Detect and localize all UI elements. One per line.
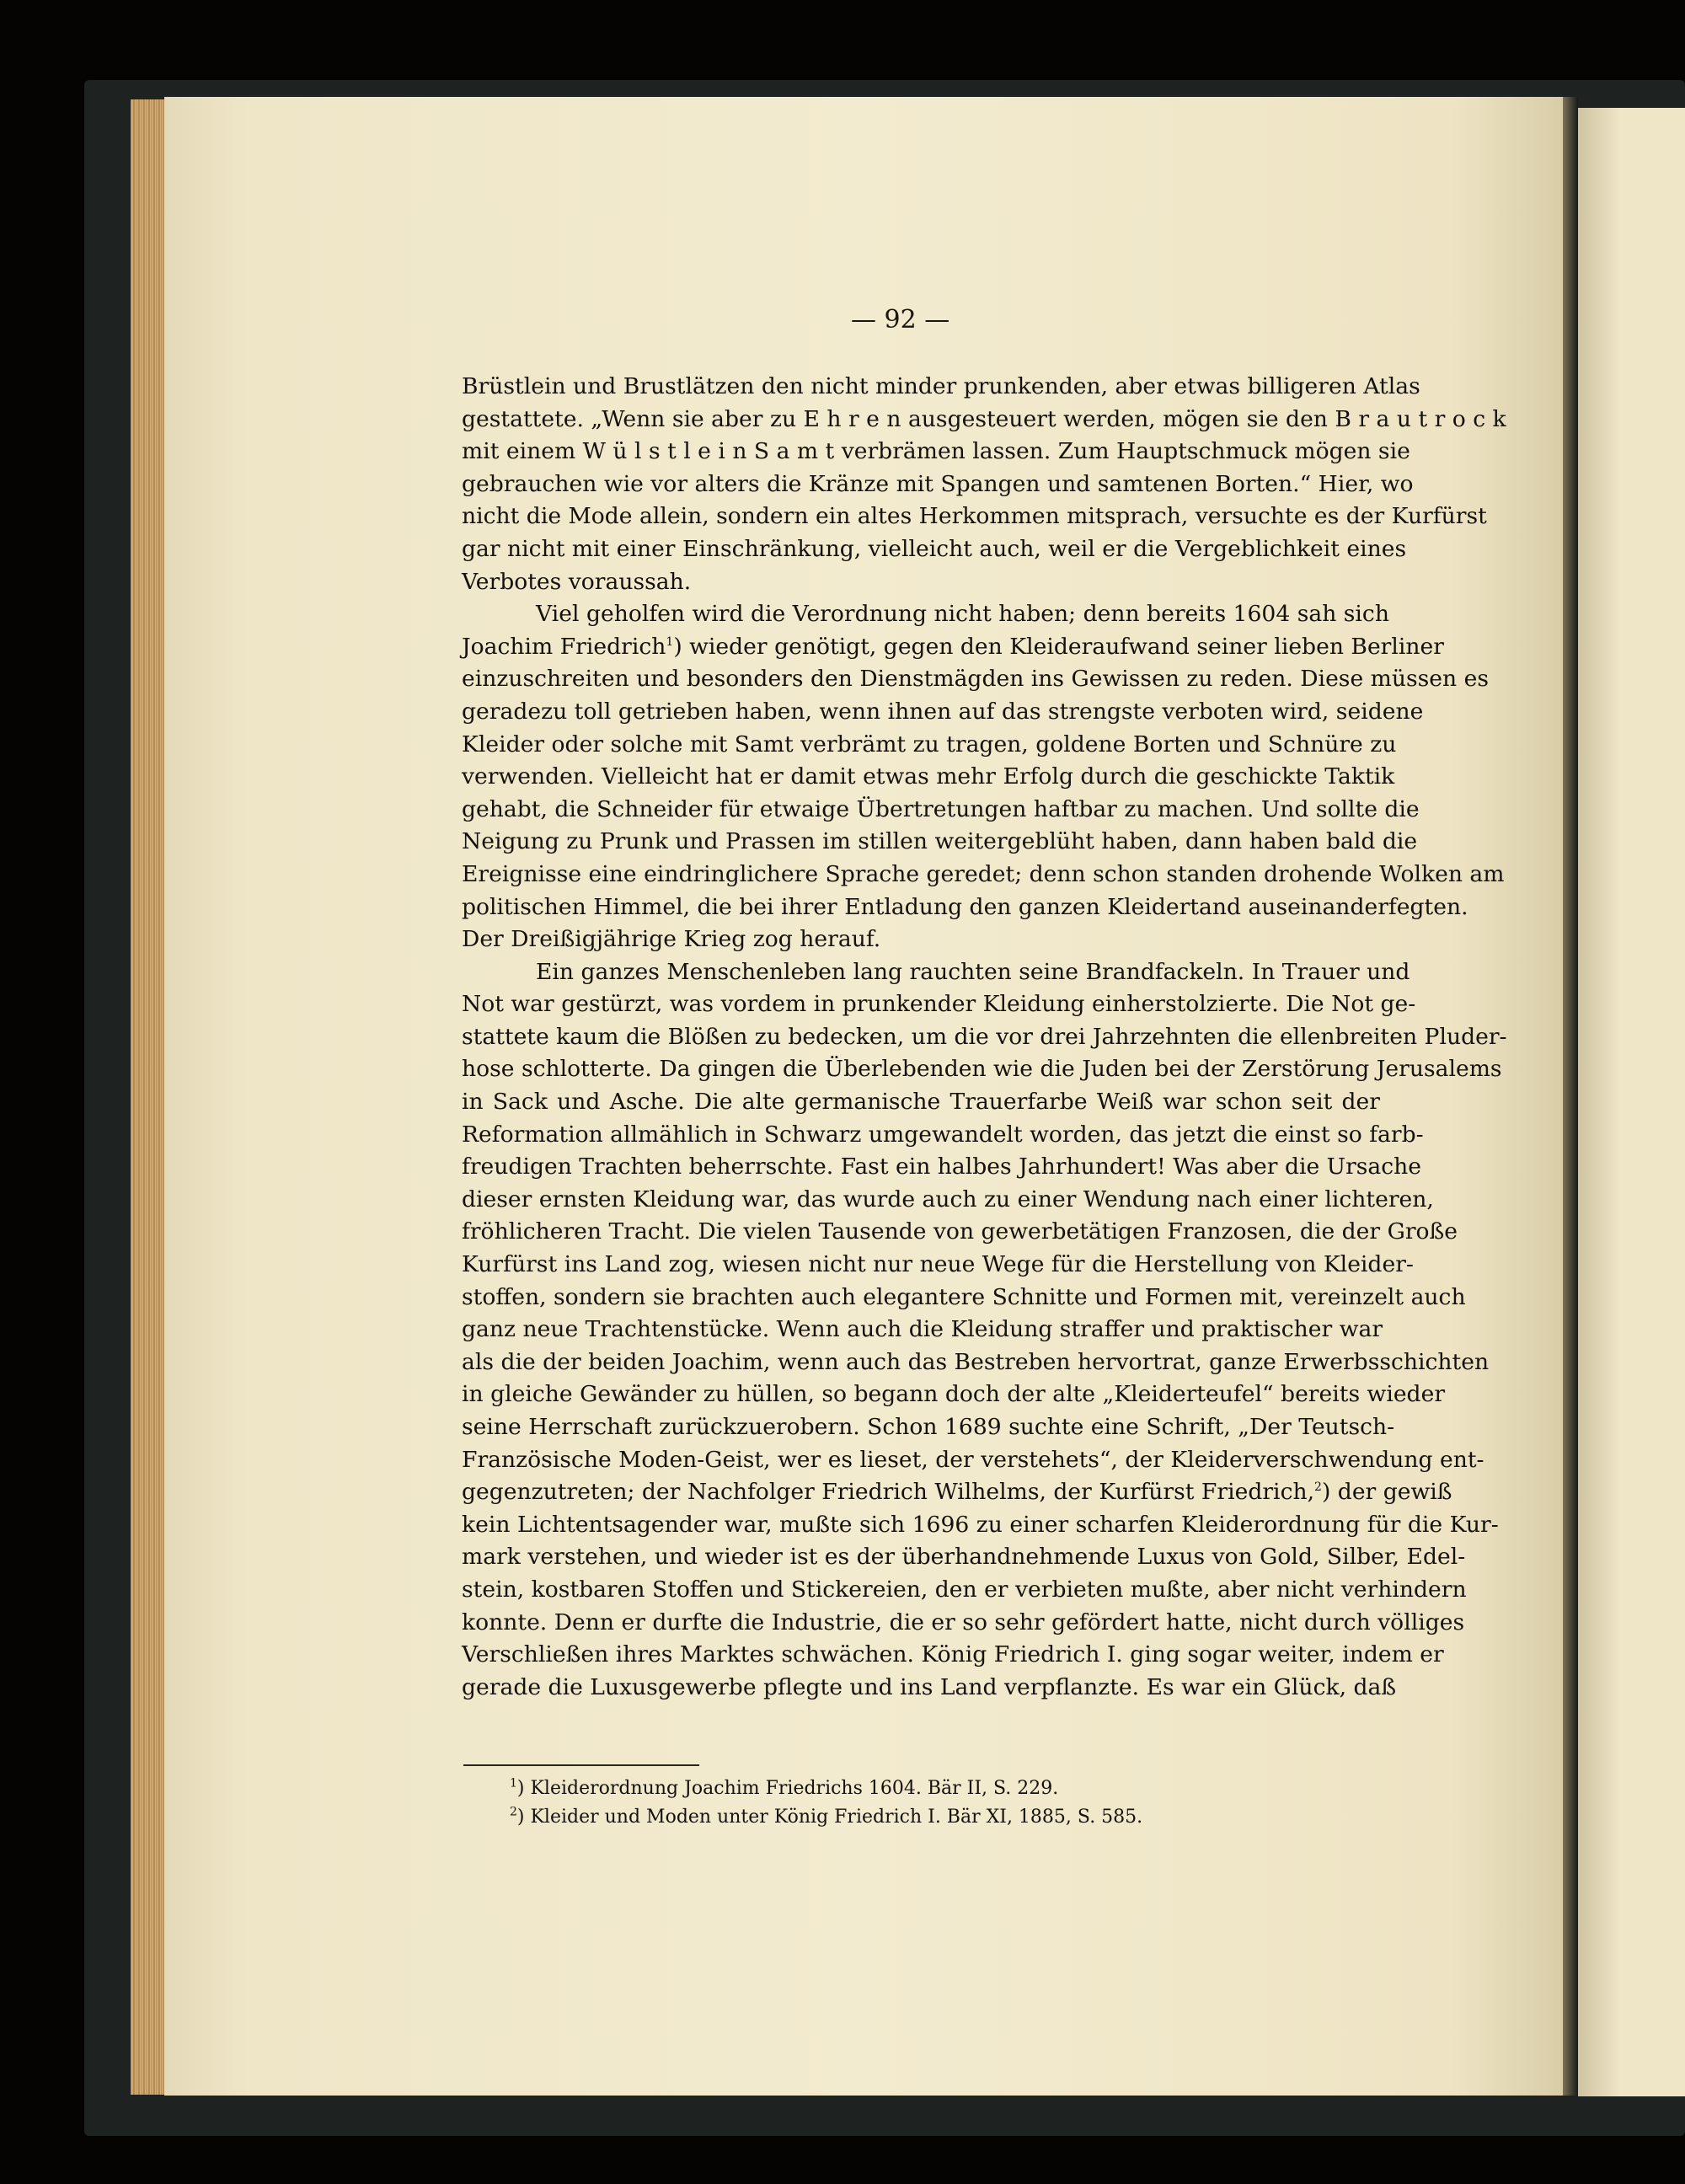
text-line: Verbotes voraussah. [462,568,692,595]
text-line: gestattete. „Wenn sie aber zu E h r e n ausgesteuert werden, mögen sie den B r a u t r o c k [462,405,1506,432]
facing-page-edge [1578,108,1685,2096]
text-line: gebrauchen wie vor alters die Kränze mit Spangen und samtenen Borten.“ Hier, wo [462,470,1414,497]
text-line: Kurfürst ins Land zog, wiesen nicht nur neue Wege für die Herstellung von Kleider- [462,1251,1414,1278]
text-line: als die der beiden Joachim, wenn auch das Bestreben hervortrat, ganze Erwerbsschichten [462,1348,1490,1375]
text-line: stein, kostbaren Stoffen und Stickereien, den er verbieten mußte, aber nicht verhindern [462,1576,1467,1603]
footnote-text: ) Kleider und Moden unter König Friedrich I. Bär XI, 1885, S. 585. [516,1807,1143,1828]
text-line-with-footnote [462,631,1444,664]
text-line: freudigen Trachten beherrschte. Fast ein halbes Jahrhundert! Was aber die Ursache [462,1154,1422,1180]
text-line: in gleiche Gewänder zu hüllen, so begann doch der alte „Kleiderteufel“ bereits wieder [462,1381,1446,1408]
footnotes [510,1774,1142,1832]
text-line: Kleider oder solche mit Samt verbrämt zu tragen, goldene Borten und Schnüre zu [462,731,1397,757]
text-line: Ein ganzes Menschenleben lang rauchten seine Brandfackeln. In Trauer und [536,958,1410,985]
text-line: seine Herrschaft zurückzuerobern. Schon 1689 suchte eine Schrift, „Der Teutsch- [462,1414,1395,1440]
text-line: politischen Himmel, die bei ihrer Entladung den ganzen Kleidertand auseinanderfegten. [462,893,1468,920]
text-line: konnte. Denn er durfte die Industrie, die er so sehr gefördert hatte, nicht durch völliges [462,1609,1465,1635]
footnote-mark: 1 [666,634,674,649]
footnote-divider [463,1764,699,1766]
text-line: hose schlotterte. Da gingen die Überlebenden wie die Juden bei der Zerstörung Jerusalems [462,1056,1502,1083]
text-line: Reformation allmählich in Schwarz umgewandelt worden, das jetzt die einst so farb- [462,1121,1424,1148]
page-edges [131,99,168,2095]
text-line: gerade die Luxusgewerbe pflegte und ins Land verpflanzte. Es war ein Glück, daß [462,1673,1397,1700]
text-line: Neigung zu Prunk und Prassen im stillen weitergeblüht haben, dann haben bald die [462,828,1418,855]
text-line: gehabt, die Schneider für etwaige Übertretungen haftbar zu machen. Und sollte die [462,795,1420,822]
text-line: Französische Moden-Geist, wer es lieset, der verstehets“, der Kleiderverschwendung ent- [462,1446,1484,1473]
text-line: gar nicht mit einer Einschränkung, vielleicht auch, weil er die Vergeblichkeit eines [462,535,1407,562]
text-line: mark verstehen, und wieder ist es der überhandnehmende Luxus von Gold, Silber, Edel- [462,1544,1466,1571]
text-line: Not war gestürzt, was vordem in prunkender Kleidung einherstolzierte. Die Not ge- [462,991,1416,1018]
page-number: — 92 — [851,305,950,335]
text-line: ganz neue Trachtenstücke. Wenn auch die Kleidung straffer und praktischer war [462,1316,1383,1343]
footnote-text: ) Kleiderordnung Joachim Friedrichs 1604. Bär II, S. 229. [516,1778,1059,1799]
text-fragment: ) wieder genötigt, gegen den Kleideraufwand seiner lieben Berliner [673,633,1444,660]
text-line: stattete kaum die Blößen zu bedecken, um die vor drei Jahrzehnten die ellenbreiten Pluder- [462,1023,1507,1050]
footnote-mark: 2 [1314,1480,1322,1495]
text-line: Der Dreißigjährige Krieg zog herauf. [462,926,881,953]
text-line: Brüstlein und Brustlätzen den nicht minder prunkenden, aber etwas billigeren Atlas [462,373,1420,399]
text-line: dieser ernsten Kleidung war, das wurde auch zu einer Wendung nach einer lichteren, [462,1186,1434,1212]
text-line: einzuschreiten und besonders den Dienstmägden ins Gewissen zu reden. Diese müssen es [462,666,1489,693]
text-fragment: Joachim Friedrich [462,633,666,660]
text-line: kein Lichtentsagender war, mußte sich 1696 zu einer scharfen Kleiderordnung für die Kur- [462,1511,1499,1538]
text-line: Viel geholfen wird die Verordnung nicht haben; denn bereits 1604 sah sich [536,601,1389,628]
footnote-mark: 1 [510,1776,517,1791]
text-line: nicht die Mode allein, sondern ein altes Herkommen mitsprach, versuchte es der Kurfürst [462,503,1487,530]
text-line: mit einem W ü l s t l e i n S a m t verbrämen lassen. Zum Hauptschmuck mögen sie [462,438,1410,465]
footnote-mark: 2 [510,1805,517,1819]
text-fragment: gegenzutreten; der Nachfolger Friedrich Wilhelms, der Kurfürst Friedrich, [462,1479,1315,1506]
text-line: verwenden. Vielleicht hat er damit etwas mehr Erfolg durch die geschickte Taktik [462,763,1395,790]
text-line-with-footnote [462,1476,1452,1509]
text-line: geradezu toll getrieben haben, wenn ihnen auf das strengste verboten wird, seidene [462,698,1424,725]
text-line: stoffen, sondern sie brachten auch elegantere Schnitte und Formen mit, vereinzelt auch [462,1283,1466,1310]
text-line: in Sack und Asche. Die alte germanische Trauerfarbe Weiß war schon seit der [462,1089,1380,1116]
text-line: Verschließen ihres Marktes schwächen. König Friedrich I. ging sogar weiter, indem er [462,1641,1444,1668]
text-line: Ereignisse eine eindringlichere Sprache geredet; denn schon standen drohende Wolken am [462,860,1505,887]
page-gutter [1563,97,1578,2096]
text-fragment: ) der gewiß [1321,1479,1452,1506]
footnote-1 [510,1774,1142,1803]
text-line: fröhlicheren Tracht. Die vielen Tausende von gewerbetätigen Franzosen, die der Große [462,1218,1458,1245]
body-text [462,371,1507,1704]
footnote-2 [510,1803,1142,1832]
